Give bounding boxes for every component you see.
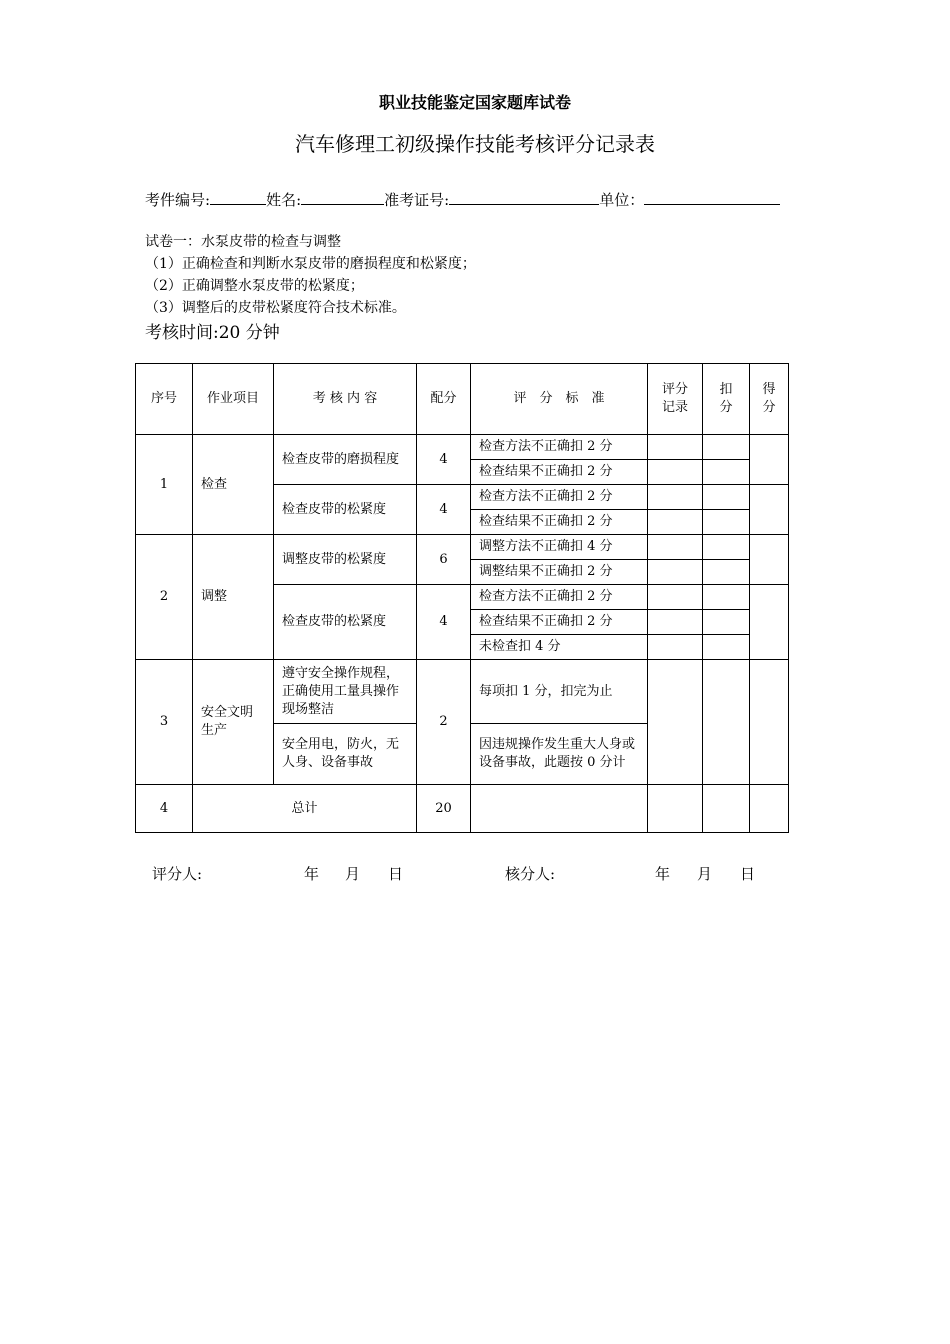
row-criterion: 检查方法不正确扣 2 分 <box>471 485 648 510</box>
record-cell[interactable] <box>648 435 703 460</box>
total-deduct-cell[interactable] <box>703 785 750 833</box>
name-label: 姓名: <box>266 191 302 209</box>
row-criterion: 检查方法不正确扣 2 分 <box>471 435 648 460</box>
total-criterion-cell <box>471 785 648 833</box>
scoring-table <box>135 363 789 833</box>
deduct-cell[interactable] <box>703 510 750 535</box>
record-cell[interactable] <box>648 485 703 510</box>
document-title: 职业技能鉴定国家题库试卷 <box>378 93 571 112</box>
total-points: 20 <box>417 785 471 833</box>
total-label: 总计 <box>193 785 417 833</box>
row-criterion: 检查结果不正确扣 2 分 <box>471 460 648 485</box>
row-no: 1 <box>136 435 193 535</box>
row-content: 遵守安全操作规程，正确使用工量具操作现场整洁 <box>274 660 417 724</box>
deduct-cell[interactable] <box>703 485 750 510</box>
row-criterion: 检查方法不正确扣 2 分 <box>471 585 648 610</box>
unit-label: 单位： <box>599 191 645 209</box>
ticket-no-label: 准考证号: <box>384 191 450 209</box>
scorer-month: 月 <box>345 865 361 883</box>
total-row <box>136 785 789 833</box>
scorer-label: 评分人: <box>152 865 203 883</box>
record-cell[interactable] <box>648 635 703 660</box>
header-score: 得 分 <box>750 364 789 435</box>
table-row <box>136 660 789 724</box>
record-cell[interactable] <box>648 510 703 535</box>
score-cell[interactable] <box>750 485 789 535</box>
record-cell[interactable] <box>648 610 703 635</box>
row-points: 6 <box>417 535 471 585</box>
score-cell[interactable] <box>750 585 789 660</box>
header-criteria: 评 分 标 准 <box>471 364 648 435</box>
checker-month: 月 <box>697 865 713 883</box>
scorer-year: 年 <box>304 865 320 883</box>
row-criterion: 检查结果不正确扣 2 分 <box>471 510 648 535</box>
row-content: 检查皮带的松紧度 <box>274 485 417 535</box>
row-project: 检查 <box>193 435 274 535</box>
table-row <box>136 535 789 560</box>
row-criterion: 调整方法不正确扣 4 分 <box>471 535 648 560</box>
candidate-info-row <box>145 189 780 210</box>
record-cell[interactable] <box>648 460 703 485</box>
row-content: 调整皮带的松紧度 <box>274 535 417 585</box>
total-no: 4 <box>136 785 193 833</box>
deduct-cell[interactable] <box>703 635 750 660</box>
row-points: 4 <box>417 485 471 535</box>
header-content: 考 核 内 容 <box>274 364 417 435</box>
row-points: 4 <box>417 435 471 485</box>
row-criterion: 因违规操作发生重大人身或设备事故，此题按 0 分计 <box>471 724 648 785</box>
name-blank[interactable] <box>301 190 384 205</box>
deduct-cell[interactable] <box>703 535 750 560</box>
table-header-row <box>136 364 789 435</box>
deduct-cell[interactable] <box>703 460 750 485</box>
row-project: 调整 <box>193 535 274 660</box>
deduct-cell[interactable] <box>703 560 750 585</box>
score-cell[interactable] <box>750 660 789 785</box>
row-content: 检查皮带的磨损程度 <box>274 435 417 485</box>
deduct-cell[interactable] <box>703 660 750 785</box>
form-subtitle: 汽车修理工初级操作技能考核评分记录表 <box>295 132 655 156</box>
row-criterion: 每项扣 1 分，扣完为止 <box>471 660 648 724</box>
record-cell[interactable] <box>648 585 703 610</box>
task-item: （1）正确检查和判断水泵皮带的磨损程度和松紧度； <box>145 256 476 272</box>
header-deduct: 扣 分 <box>703 364 750 435</box>
score-cell[interactable] <box>750 535 789 585</box>
row-no: 3 <box>136 660 193 785</box>
total-record-cell[interactable] <box>648 785 703 833</box>
record-cell[interactable] <box>648 535 703 560</box>
task-item: （2）正确调整水泵皮带的松紧度； <box>145 278 364 294</box>
table-row <box>136 435 789 460</box>
record-cell[interactable] <box>648 560 703 585</box>
row-content: 检查皮带的松紧度 <box>274 585 417 660</box>
task-title: 试卷一：水泵皮带的检查与调整 <box>145 234 341 250</box>
checker-year: 年 <box>655 865 671 883</box>
task-item: （3）调整后的皮带松紧度符合技术标准。 <box>145 300 406 316</box>
row-criterion: 检查结果不正确扣 2 分 <box>471 610 648 635</box>
exam-no-blank[interactable] <box>210 190 266 205</box>
total-score-cell[interactable] <box>750 785 789 833</box>
row-points: 2 <box>417 660 471 785</box>
deduct-cell[interactable] <box>703 610 750 635</box>
row-criterion: 调整结果不正确扣 2 分 <box>471 560 648 585</box>
row-content: 安全用电，防火，无人身、设备事故 <box>274 724 417 785</box>
task-description <box>145 231 476 319</box>
scorer-day: 日 <box>388 865 404 883</box>
checker-day: 日 <box>740 865 756 883</box>
row-criterion: 未检查扣 4 分 <box>471 635 648 660</box>
exam-time: 考核时间:20 分钟 <box>145 323 280 343</box>
checker-label: 核分人: <box>505 865 556 883</box>
row-project: 安全文明生产 <box>193 660 274 785</box>
deduct-cell[interactable] <box>703 585 750 610</box>
row-points: 4 <box>417 585 471 660</box>
deduct-cell[interactable] <box>703 435 750 460</box>
record-cell[interactable] <box>648 660 703 785</box>
ticket-no-blank[interactable] <box>449 190 599 205</box>
header-project: 作业项目 <box>193 364 274 435</box>
unit-blank[interactable] <box>644 190 780 205</box>
exam-no-label: 考件编号: <box>145 191 211 209</box>
row-no: 2 <box>136 535 193 660</box>
header-points: 配分 <box>417 364 471 435</box>
header-no: 序号 <box>136 364 193 435</box>
header-record: 评分 记录 <box>648 364 703 435</box>
score-cell[interactable] <box>750 435 789 485</box>
